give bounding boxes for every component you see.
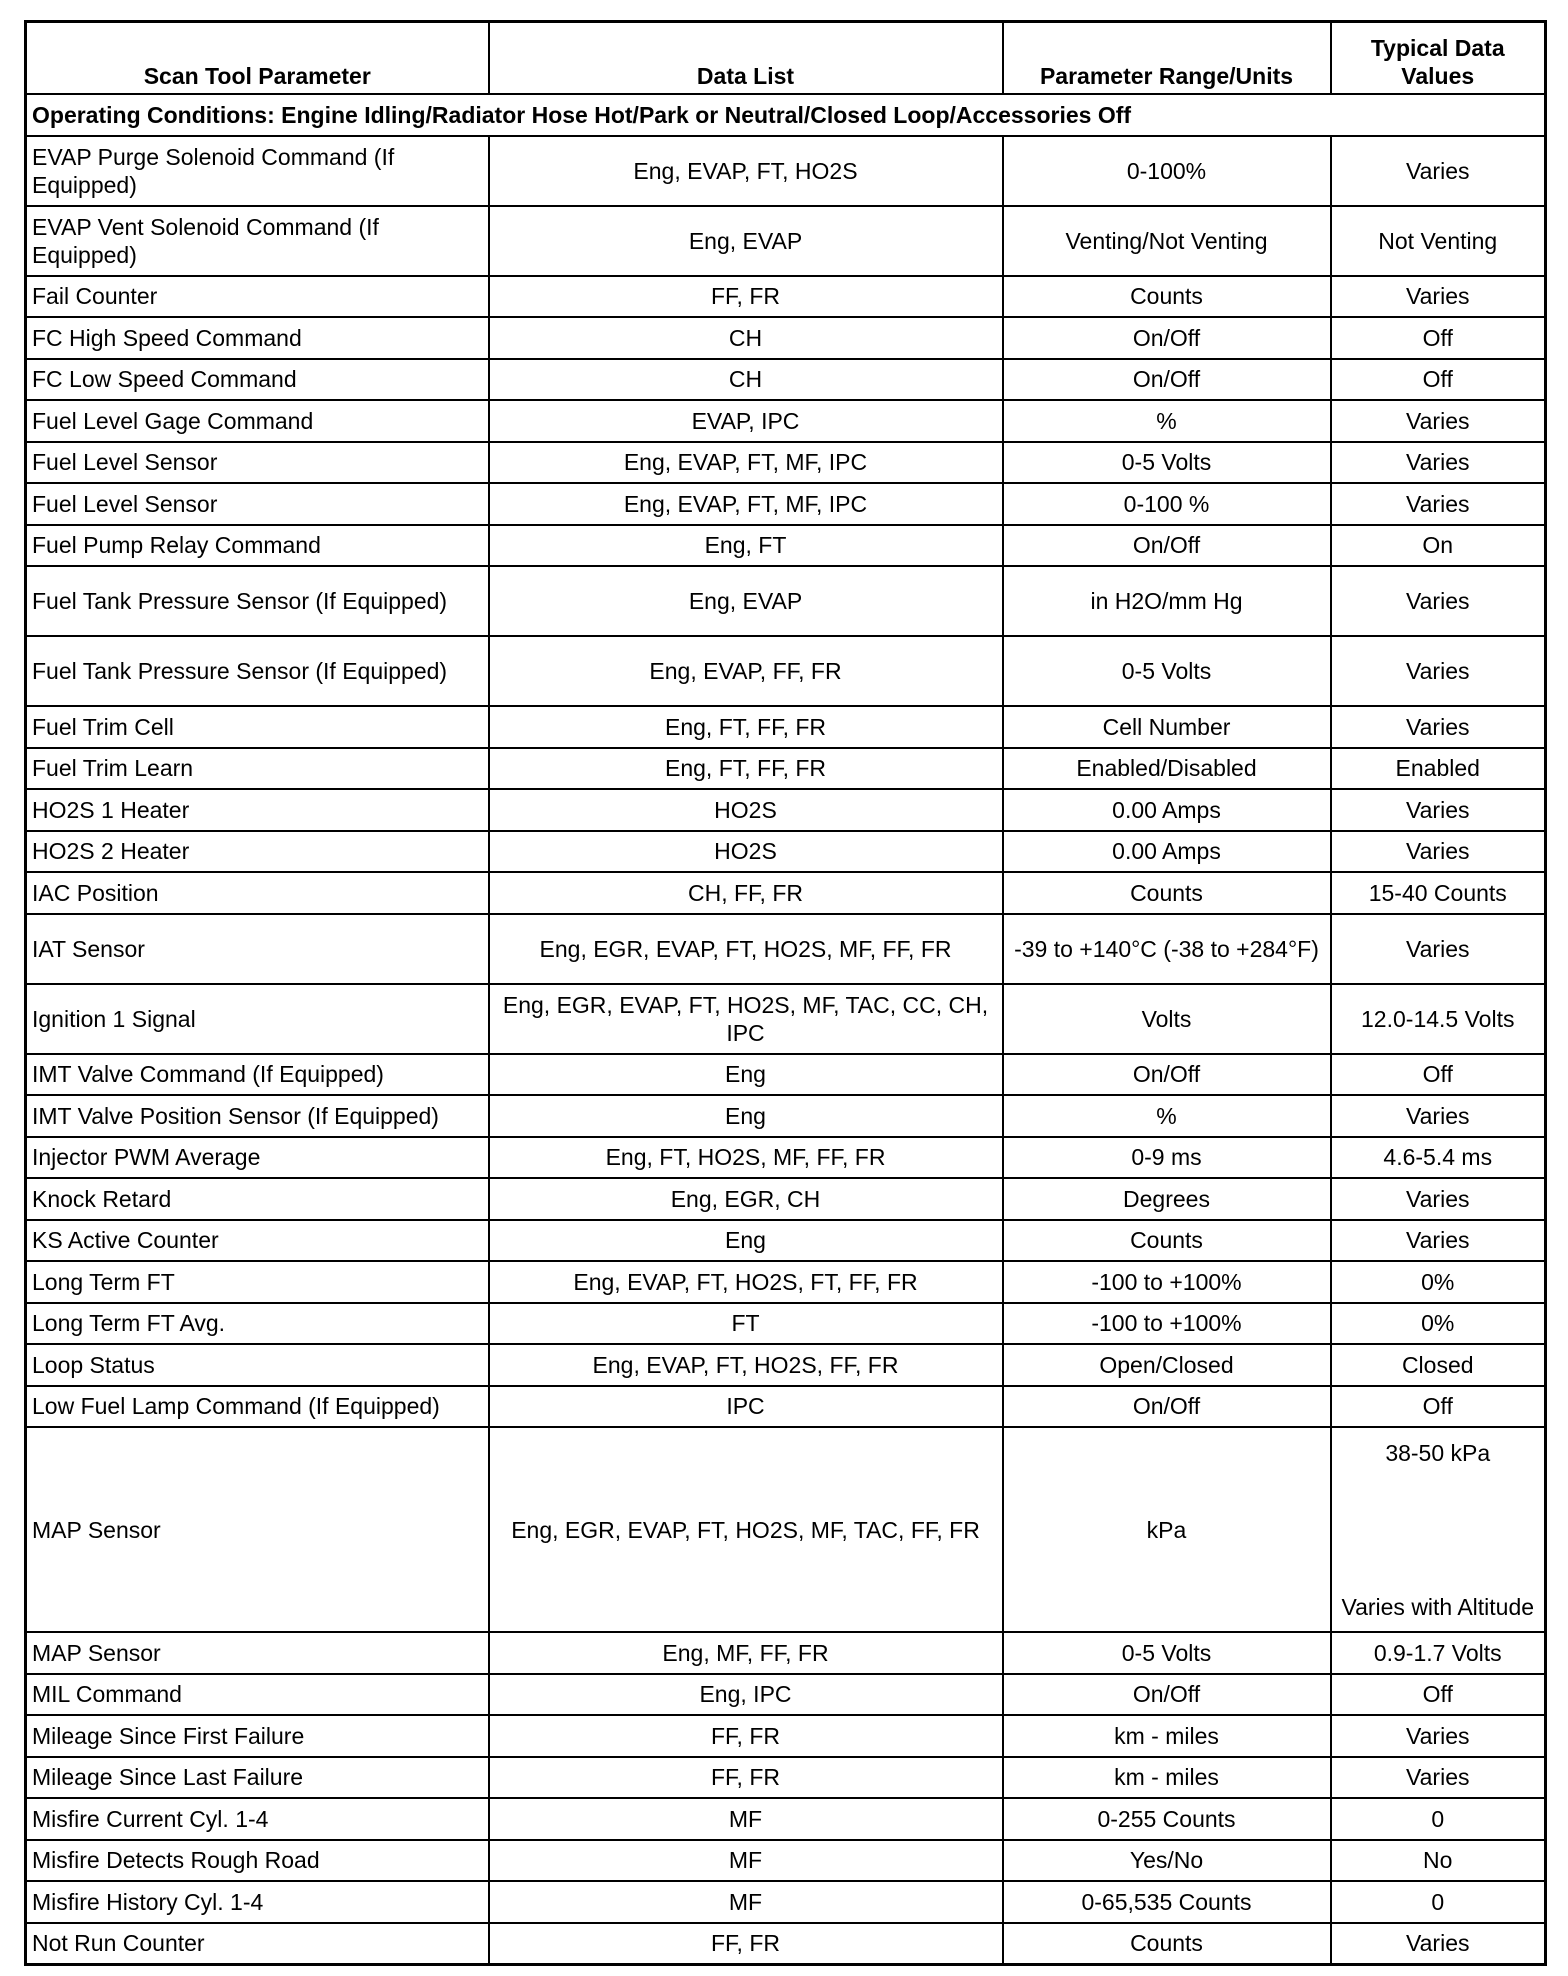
cell-typical-value: Varies xyxy=(1331,442,1546,484)
cell-data-list: Eng, IPC xyxy=(489,1674,1003,1716)
table-row xyxy=(26,442,1546,484)
cell-parameter-range: 0-9 ms xyxy=(1003,1137,1331,1179)
cell-typical-value: Off xyxy=(1331,1054,1546,1096)
cell-scan-tool-parameter: Mileage Since Last Failure xyxy=(26,1757,489,1799)
cell-parameter-range: Venting/Not Venting xyxy=(1003,206,1331,276)
table-row xyxy=(26,483,1546,525)
cell-typical-value: Varies xyxy=(1331,1095,1546,1137)
cell-typical-value: Varies xyxy=(1331,706,1546,748)
typical-value-note: Varies with Altitude xyxy=(1341,1593,1535,1620)
cell-scan-tool-parameter: Fuel Level Gage Command xyxy=(26,400,489,442)
table-row xyxy=(26,525,1546,567)
table-row xyxy=(26,636,1546,706)
cell-scan-tool-parameter: Misfire Current Cyl. 1-4 xyxy=(26,1798,489,1840)
cell-parameter-range: in H2O/mm Hg xyxy=(1003,566,1331,636)
cell-typical-value: Varies xyxy=(1331,276,1546,318)
table-row xyxy=(26,1881,1546,1923)
cell-scan-tool-parameter: Injector PWM Average xyxy=(26,1137,489,1179)
table-row xyxy=(26,1095,1546,1137)
cell-data-list: EVAP, IPC xyxy=(489,400,1003,442)
cell-parameter-range: 0-100 % xyxy=(1003,483,1331,525)
table-row xyxy=(26,1674,1546,1716)
cell-typical-value: Off xyxy=(1331,359,1546,401)
table-row xyxy=(26,984,1546,1054)
cell-data-list: FF, FR xyxy=(489,1923,1003,1965)
table-row xyxy=(26,1178,1546,1220)
cell-typical-value: Enabled xyxy=(1331,748,1546,790)
cell-scan-tool-parameter: Fuel Tank Pressure Sensor (If Equipped) xyxy=(26,636,489,706)
cell-scan-tool-parameter: EVAP Purge Solenoid Command (If Equipped) xyxy=(26,136,489,206)
cell-scan-tool-parameter: FC Low Speed Command xyxy=(26,359,489,401)
cell-data-list: Eng xyxy=(489,1095,1003,1137)
cell-parameter-range: Volts xyxy=(1003,984,1331,1054)
header-data-list: Data List xyxy=(489,22,1003,94)
cell-scan-tool-parameter: Low Fuel Lamp Command (If Equipped) xyxy=(26,1386,489,1428)
cell-scan-tool-parameter: Misfire History Cyl. 1-4 xyxy=(26,1881,489,1923)
cell-parameter-range: Enabled/Disabled xyxy=(1003,748,1331,790)
table-row xyxy=(26,831,1546,873)
cell-scan-tool-parameter: Ignition 1 Signal xyxy=(26,984,489,1054)
table-row xyxy=(26,872,1546,914)
table-row xyxy=(26,914,1546,984)
cell-data-list: HO2S xyxy=(489,831,1003,873)
cell-typical-value: 0% xyxy=(1331,1261,1546,1303)
table-row xyxy=(26,1757,1546,1799)
cell-data-list: CH xyxy=(489,317,1003,359)
cell-scan-tool-parameter: IMT Valve Position Sensor (If Equipped) xyxy=(26,1095,489,1137)
cell-parameter-range: % xyxy=(1003,400,1331,442)
cell-scan-tool-parameter: IAC Position xyxy=(26,872,489,914)
cell-data-list: Eng, EGR, CH xyxy=(489,1178,1003,1220)
cell-scan-tool-parameter: Long Term FT xyxy=(26,1261,489,1303)
table-row xyxy=(26,1220,1546,1262)
table-row xyxy=(26,1054,1546,1096)
table-row xyxy=(26,1840,1546,1882)
table-row xyxy=(26,1344,1546,1386)
cell-data-list: Eng, EVAP xyxy=(489,566,1003,636)
cell-parameter-range: On/Off xyxy=(1003,1386,1331,1428)
cell-scan-tool-parameter: Fuel Pump Relay Command xyxy=(26,525,489,567)
typical-value-stack xyxy=(1338,1435,1539,1625)
cell-data-list: Eng, FT, FF, FR xyxy=(489,748,1003,790)
cell-typical-value: Varies xyxy=(1331,1220,1546,1262)
cell-parameter-range: On/Off xyxy=(1003,1054,1331,1096)
cell-scan-tool-parameter: Fuel Tank Pressure Sensor (If Equipped) xyxy=(26,566,489,636)
cell-scan-tool-parameter: FC High Speed Command xyxy=(26,317,489,359)
cell-data-list: FT xyxy=(489,1303,1003,1345)
header-scan-tool-parameter: Scan Tool Parameter xyxy=(26,22,489,94)
cell-scan-tool-parameter: Not Run Counter xyxy=(26,1923,489,1965)
table-row xyxy=(26,1798,1546,1840)
header-typical-data-values: Typical Data Values xyxy=(1331,22,1546,94)
cell-typical-value: 0 xyxy=(1331,1881,1546,1923)
cell-parameter-range: % xyxy=(1003,1095,1331,1137)
cell-parameter-range: kPa xyxy=(1003,1427,1331,1632)
cell-data-list: Eng, EVAP xyxy=(489,206,1003,276)
table-row xyxy=(26,1427,1546,1632)
cell-parameter-range: km - miles xyxy=(1003,1757,1331,1799)
table-row xyxy=(26,789,1546,831)
cell-parameter-range: Counts xyxy=(1003,276,1331,318)
cell-typical-value: Varies xyxy=(1331,1923,1546,1965)
cell-scan-tool-parameter: Fuel Level Sensor xyxy=(26,483,489,525)
cell-data-list: MF xyxy=(489,1881,1003,1923)
cell-typical-value: Varies xyxy=(1331,1715,1546,1757)
cell-scan-tool-parameter: HO2S 2 Heater xyxy=(26,831,489,873)
cell-data-list: CH xyxy=(489,359,1003,401)
table-row xyxy=(26,136,1546,206)
cell-parameter-range: Counts xyxy=(1003,1220,1331,1262)
cell-data-list: Eng xyxy=(489,1054,1003,1096)
cell-typical-value: Off xyxy=(1331,1386,1546,1428)
cell-data-list: Eng, EVAP, FT, MF, IPC xyxy=(489,442,1003,484)
cell-data-list: Eng, FT, FF, FR xyxy=(489,706,1003,748)
cell-scan-tool-parameter: MAP Sensor xyxy=(26,1427,489,1632)
cell-parameter-range: 0-5 Volts xyxy=(1003,636,1331,706)
table-header xyxy=(26,22,1546,94)
cell-parameter-range: -39 to +140°C (-38 to +284°F) xyxy=(1003,914,1331,984)
cell-parameter-range: On/Off xyxy=(1003,317,1331,359)
cell-scan-tool-parameter: MIL Command xyxy=(26,1674,489,1716)
cell-typical-value: 15-40 Counts xyxy=(1331,872,1546,914)
table-row xyxy=(26,317,1546,359)
cell-typical-value xyxy=(1331,1427,1546,1632)
cell-data-list: HO2S xyxy=(489,789,1003,831)
cell-scan-tool-parameter: Fuel Trim Cell xyxy=(26,706,489,748)
cell-typical-value: 4.6-5.4 ms xyxy=(1331,1137,1546,1179)
cell-typical-value: Varies xyxy=(1331,789,1546,831)
cell-data-list: FF, FR xyxy=(489,1757,1003,1799)
table-row xyxy=(26,566,1546,636)
cell-parameter-range: Counts xyxy=(1003,872,1331,914)
cell-typical-value: Varies xyxy=(1331,483,1546,525)
scan-tool-data-table xyxy=(24,20,1547,1966)
table-body xyxy=(26,94,1546,1965)
cell-data-list: MF xyxy=(489,1798,1003,1840)
cell-parameter-range: On/Off xyxy=(1003,1674,1331,1716)
cell-data-list: Eng, EGR, EVAP, FT, HO2S, MF, TAC, FF, FR xyxy=(489,1427,1003,1632)
cell-data-list: Eng, EGR, EVAP, FT, HO2S, MF, TAC, CC, CH, IPC xyxy=(489,984,1003,1054)
cell-scan-tool-parameter: Mileage Since First Failure xyxy=(26,1715,489,1757)
cell-typical-value: No xyxy=(1331,1840,1546,1882)
table-row xyxy=(26,1386,1546,1428)
cell-data-list: Eng xyxy=(489,1220,1003,1262)
cell-data-list: Eng, EGR, EVAP, FT, HO2S, MF, FF, FR xyxy=(489,914,1003,984)
cell-typical-value: Off xyxy=(1331,317,1546,359)
cell-parameter-range: km - miles xyxy=(1003,1715,1331,1757)
cell-parameter-range: Counts xyxy=(1003,1923,1331,1965)
cell-parameter-range: 0-100% xyxy=(1003,136,1331,206)
table-row xyxy=(26,276,1546,318)
cell-parameter-range: 0-5 Volts xyxy=(1003,1632,1331,1674)
operating-conditions: Operating Conditions: Engine Idling/Radiator Hose Hot/Park or Neutral/Closed Loop/Accessories Off xyxy=(26,94,1546,136)
cell-typical-value: 0% xyxy=(1331,1303,1546,1345)
cell-data-list: Eng, EVAP, FF, FR xyxy=(489,636,1003,706)
cell-scan-tool-parameter: Fuel Level Sensor xyxy=(26,442,489,484)
cell-parameter-range: Cell Number xyxy=(1003,706,1331,748)
cell-parameter-range: 0.00 Amps xyxy=(1003,831,1331,873)
cell-parameter-range: 0-5 Volts xyxy=(1003,442,1331,484)
cell-scan-tool-parameter: HO2S 1 Heater xyxy=(26,789,489,831)
header-row xyxy=(26,22,1546,94)
table-row xyxy=(26,748,1546,790)
cell-data-list: Eng, EVAP, FT, MF, IPC xyxy=(489,483,1003,525)
table-row xyxy=(26,1137,1546,1179)
cell-data-list: IPC xyxy=(489,1386,1003,1428)
cell-data-list: Eng, FT xyxy=(489,525,1003,567)
cell-scan-tool-parameter: EVAP Vent Solenoid Command (If Equipped) xyxy=(26,206,489,276)
table-row xyxy=(26,206,1546,276)
cell-typical-value: 0.9-1.7 Volts xyxy=(1331,1632,1546,1674)
cell-parameter-range: 0-65,535 Counts xyxy=(1003,1881,1331,1923)
cell-typical-value: Varies xyxy=(1331,831,1546,873)
table-row xyxy=(26,706,1546,748)
cell-parameter-range: -100 to +100% xyxy=(1003,1303,1331,1345)
table-row xyxy=(26,1632,1546,1674)
cell-parameter-range: Open/Closed xyxy=(1003,1344,1331,1386)
table-row xyxy=(26,1261,1546,1303)
cell-typical-value: Off xyxy=(1331,1674,1546,1716)
cell-typical-value: 12.0-14.5 Volts xyxy=(1331,984,1546,1054)
cell-typical-value: Not Venting xyxy=(1331,206,1546,276)
cell-parameter-range: 0-255 Counts xyxy=(1003,1798,1331,1840)
cell-parameter-range: Degrees xyxy=(1003,1178,1331,1220)
cell-scan-tool-parameter: Fail Counter xyxy=(26,276,489,318)
table-row xyxy=(26,400,1546,442)
cell-typical-value: Varies xyxy=(1331,566,1546,636)
cell-typical-value: Varies xyxy=(1331,1757,1546,1799)
cell-typical-value: Varies xyxy=(1331,914,1546,984)
table-row xyxy=(26,1303,1546,1345)
cell-typical-value: Closed xyxy=(1331,1344,1546,1386)
cell-scan-tool-parameter: KS Active Counter xyxy=(26,1220,489,1262)
cell-typical-value: On xyxy=(1331,525,1546,567)
cell-data-list: Eng, EVAP, FT, HO2S, FF, FR xyxy=(489,1344,1003,1386)
cell-parameter-range: On/Off xyxy=(1003,525,1331,567)
cell-scan-tool-parameter: Long Term FT Avg. xyxy=(26,1303,489,1345)
cell-typical-value: Varies xyxy=(1331,636,1546,706)
header-parameter-range-units: Parameter Range/Units xyxy=(1003,22,1331,94)
cell-scan-tool-parameter: Loop Status xyxy=(26,1344,489,1386)
cell-scan-tool-parameter: IAT Sensor xyxy=(26,914,489,984)
cell-data-list: Eng, MF, FF, FR xyxy=(489,1632,1003,1674)
cell-typical-value: 0 xyxy=(1331,1798,1546,1840)
cell-parameter-range: On/Off xyxy=(1003,359,1331,401)
cell-typical-value: Varies xyxy=(1331,1178,1546,1220)
cell-typical-value: Varies xyxy=(1331,136,1546,206)
cell-data-list: Eng, EVAP, FT, HO2S xyxy=(489,136,1003,206)
table-row xyxy=(26,359,1546,401)
cell-typical-value: Varies xyxy=(1331,400,1546,442)
cell-data-list: FF, FR xyxy=(489,276,1003,318)
table-row xyxy=(26,1923,1546,1965)
cell-scan-tool-parameter: MAP Sensor xyxy=(26,1632,489,1674)
cell-scan-tool-parameter: IMT Valve Command (If Equipped) xyxy=(26,1054,489,1096)
cell-scan-tool-parameter: Misfire Detects Rough Road xyxy=(26,1840,489,1882)
table-row xyxy=(26,1715,1546,1757)
cell-data-list: FF, FR xyxy=(489,1715,1003,1757)
cell-parameter-range: -100 to +100% xyxy=(1003,1261,1331,1303)
cell-data-list: CH, FF, FR xyxy=(489,872,1003,914)
cell-parameter-range: 0.00 Amps xyxy=(1003,789,1331,831)
cell-scan-tool-parameter: Knock Retard xyxy=(26,1178,489,1220)
cell-parameter-range: Yes/No xyxy=(1003,1840,1331,1882)
cell-data-list: Eng, FT, HO2S, MF, FF, FR xyxy=(489,1137,1003,1179)
cell-data-list: MF xyxy=(489,1840,1003,1882)
cell-data-list: Eng, EVAP, FT, HO2S, FT, FF, FR xyxy=(489,1261,1003,1303)
typical-value: 38-50 kPa xyxy=(1385,1439,1491,1466)
cell-scan-tool-parameter: Fuel Trim Learn xyxy=(26,748,489,790)
section-row xyxy=(26,94,1546,136)
